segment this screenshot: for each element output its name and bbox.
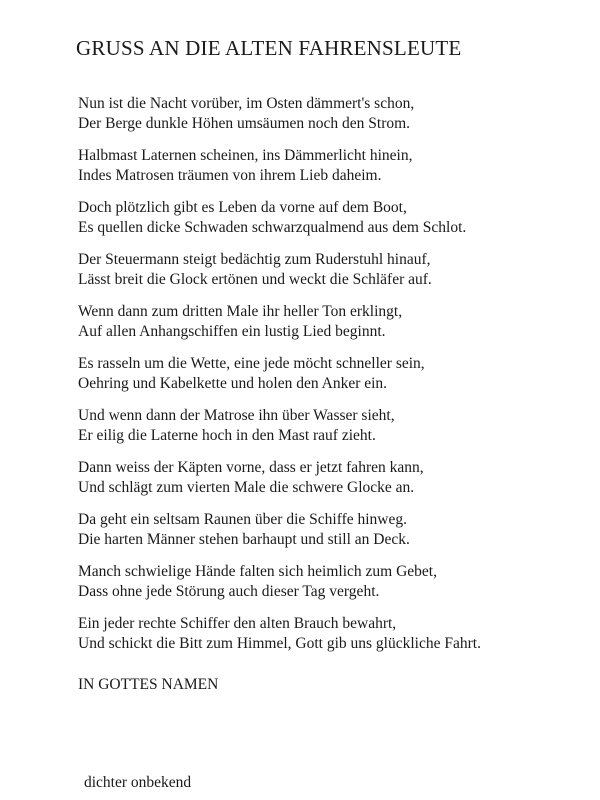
poem-line: Es quellen dicke Schwaden schwarzqualmend aus dem Schlot.: [78, 219, 467, 236]
poem-body: [78, 94, 578, 666]
poem-line: Er eilig die Laterne hoch in den Mast rauf zieht.: [78, 427, 376, 444]
stanza: [78, 510, 578, 562]
poem-line: Doch plötzlich gibt es Leben da vorne auf dem Boot,: [78, 199, 407, 216]
poem-line: Auf allen Anhangschiffen ein lustig Lied beginnt.: [78, 323, 386, 340]
poem-line: Die harten Männer stehen barhaupt und still an Deck.: [78, 531, 410, 548]
stanza: [78, 302, 578, 354]
poem-line: Es rasseln um die Wette, eine jede möcht schneller sein,: [78, 355, 425, 372]
stanza: [78, 614, 578, 666]
poem-line: Und schickt die Bitt zum Himmel, Gott gib uns glückliche Fahrt.: [78, 635, 481, 652]
poem-line: Und wenn dann der Matrose ihn über Wasser sieht,: [78, 407, 395, 424]
poem-line: Oehring und Kabelkette und holen den Anker ein.: [78, 375, 388, 392]
poem-line: Und schlägt zum vierten Male die schwere Glocke an.: [78, 479, 415, 496]
poem-line: Ein jeder rechte Schiffer den alten Brauch bewahrt,: [78, 615, 397, 632]
poem-line: Manch schwielige Hände falten sich heimlich zum Gebet,: [78, 563, 437, 580]
poem-line: Halbmast Laternen scheinen, ins Dämmerlicht hinein,: [78, 147, 413, 164]
poem-line: Der Berge dunkle Höhen umsäumen noch den Strom.: [78, 115, 411, 132]
stanza: [78, 354, 578, 406]
poem-line: Dann weiss der Käpten vorne, dass er jetzt fahren kann,: [78, 459, 424, 476]
poem-author: dichter onbekend: [84, 774, 192, 791]
poem-line: Nun ist die Nacht vorüber, im Osten dämmert's schon,: [78, 95, 415, 112]
poem-closing: IN GOTTES NAMEN: [78, 676, 219, 693]
stanza: [78, 198, 578, 250]
poem-line: Indes Matrosen träumen von ihrem Lieb daheim.: [78, 167, 382, 184]
poem-line: Dass ohne jede Störung auch dieser Tag vergeht.: [78, 583, 380, 600]
poem-line: Lässt breit die Glock ertönen und weckt die Schläfer auf.: [78, 271, 432, 288]
poem-line: Da geht ein seltsam Raunen über die Schiffe hinweg.: [78, 511, 407, 528]
stanza: [78, 146, 578, 198]
poem-title: GRUSS AN DIE ALTEN FAHRENSLEUTE: [76, 36, 462, 60]
stanza: [78, 406, 578, 458]
stanza: [78, 562, 578, 614]
stanza: [78, 458, 578, 510]
stanza: [78, 250, 578, 302]
stanza: [78, 94, 578, 146]
poem-line: Der Steuermann steigt bedächtig zum Ruderstuhl hinauf,: [78, 251, 431, 268]
poem-line: Wenn dann zum dritten Male ihr heller Ton erklingt,: [78, 303, 403, 320]
